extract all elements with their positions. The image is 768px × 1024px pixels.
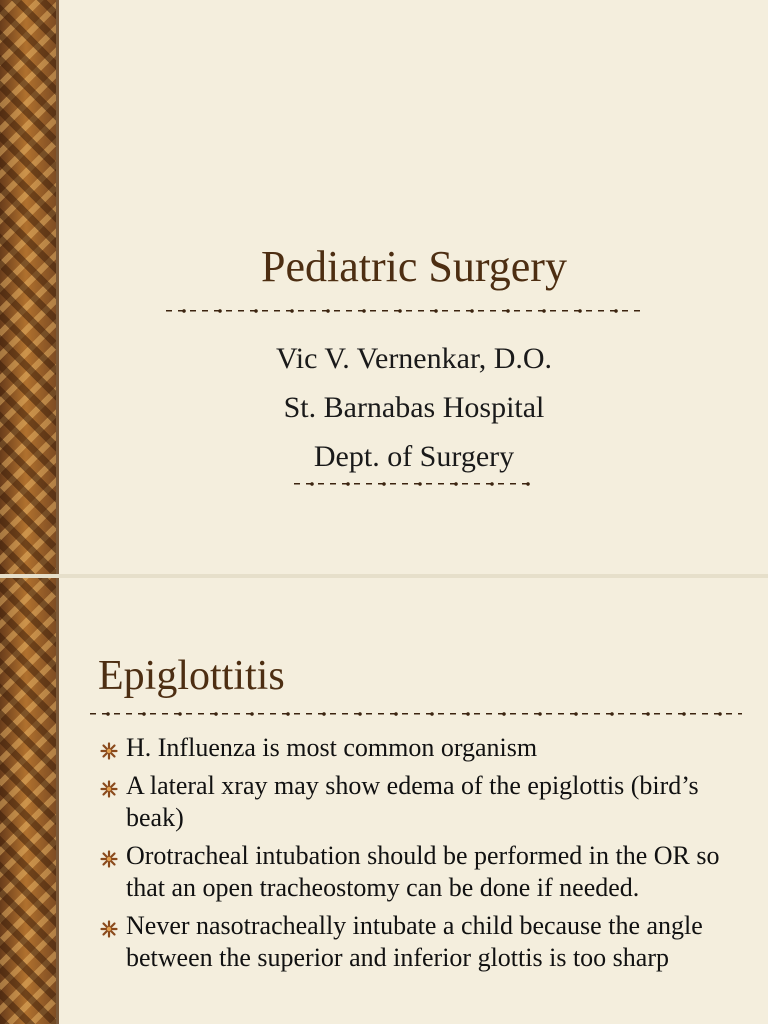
- list-item: [98, 770, 758, 834]
- bullet-text: H. Influenza is most common organism: [126, 733, 538, 762]
- hospital-line: St. Barnabas Hospital: [283, 391, 545, 424]
- author-line: Vic V. Vernenkar, D.O.: [275, 342, 553, 375]
- textured-stripe: [0, 0, 58, 574]
- star-burst-icon: [100, 742, 118, 760]
- subtitle-block: [60, 334, 768, 481]
- bullet-list: [98, 732, 758, 980]
- stripe-edge: [56, 0, 59, 574]
- subtitle-divider: [294, 479, 534, 489]
- title-divider: [90, 709, 742, 719]
- bullet-text: A lateral xray may show edema of the epiglottis (bird’s beak): [126, 771, 699, 832]
- star-burst-icon: [100, 920, 118, 938]
- star-burst-icon: [100, 780, 118, 798]
- department-line: Dept. of Surgery: [313, 440, 515, 473]
- slide-2: [0, 578, 768, 1024]
- textured-stripe: [0, 578, 58, 1024]
- stripe-edge: [56, 578, 59, 1024]
- slide-title: Pediatric Surgery: [261, 242, 567, 291]
- slide-title: Epiglottitis: [98, 653, 285, 699]
- list-item: [98, 732, 758, 764]
- title-divider: [166, 306, 646, 316]
- bullet-text: Never nasotracheally intubate a child because the angle between the superior and inferior glottis is too sharp: [126, 911, 703, 972]
- star-burst-icon: [100, 850, 118, 868]
- list-item: [98, 910, 758, 974]
- bullet-text: Orotracheal intubation should be performed in the OR so that an open tracheostomy can be done if needed.: [126, 841, 720, 902]
- list-item: [98, 840, 758, 904]
